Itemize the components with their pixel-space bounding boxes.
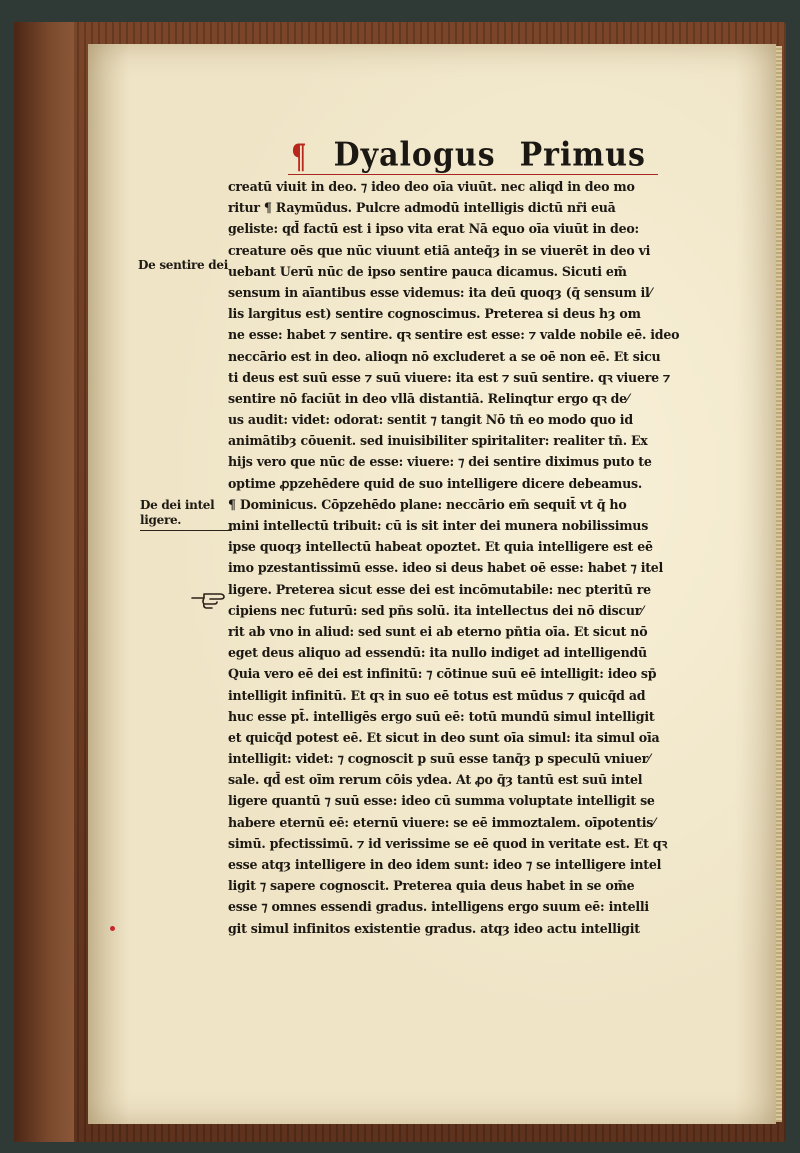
text-line: hijs vero que nūc de esse: viuere: ⁊ dei sentire diximus puto te xyxy=(228,454,652,470)
title-word-1: Dyalogus xyxy=(333,136,496,175)
text-line: us audit: videt: odorat: sentit ⁊ tangit Nō tn̄ eo modo quo id xyxy=(228,412,633,428)
page-title xyxy=(288,130,658,175)
margin-note-sentire xyxy=(138,258,228,273)
text-line: optime ꝓpzehēdere quid de suo intelligere dicere debeamus. xyxy=(228,475,642,491)
text-line: ipse quoqȝ intellectū habeat opoztet. Et quia intelligere est eē xyxy=(228,539,653,555)
page-edge xyxy=(776,46,782,1122)
text-line: git simul infinitos existentie gradus. atqȝ ideo actu intelligit xyxy=(228,920,640,936)
margin-note-rule xyxy=(140,530,232,531)
text-line: neccārio est in deo. alioqn nō excluderet a se oē non eē. Et sicu xyxy=(228,348,661,364)
text-line: ritur ¶ Raymūdus. Pulcre admodū intelligis dictū nr̄i euā xyxy=(228,200,616,216)
text-line: Quia vero eē dei est infinitū: ⁊ cōtinue suū eē intelligit: ideo sp̄ xyxy=(228,666,657,682)
book-spine xyxy=(14,22,74,1142)
text-line: lis largitus est) sentire cognoscimus. Preterea si deus hȝ om xyxy=(228,306,641,322)
text-line: sentire nō faciūt in deo vllā distantiā. Relinqtur ergo qꝛ de⁄ xyxy=(228,390,629,406)
text-line: et quicq̄d potest eē. Et sicut in deo sunt oīa simul: ita simul oīa xyxy=(228,729,660,745)
text-line: ¶ Dominicus. Cōpzehēdo plane: neccārio em̄ sequit̄ vt q̄ ho xyxy=(228,496,627,512)
text-line: ligit ⁊ sapere cognoscit. Preterea quia deus habet in se om̄e xyxy=(228,878,635,894)
text-line: mini intellectū tribuit: cū is sit inter dei munera nobilissimus xyxy=(228,518,649,533)
text-line: geliste: qd̄ factū est i ipso vita erat Nā eꝗuo oīa viuūt in deo: xyxy=(228,221,639,237)
text-line: animātibȝ cōuenit. sed inuisibiliter spiritaliter: realiter tn̄. Ex xyxy=(228,433,648,449)
text-line: imo pzestantissimū esse. ideo si deus habet oē esse: habet ⁊ itel xyxy=(228,560,664,576)
pilcrow-icon: ¶ xyxy=(291,137,307,177)
text-line: ligere quantū ⁊ suū esse: ideo cū summa voluptate intelligit se xyxy=(228,793,655,809)
text-line: rit ab vno in aliud: sed sunt ei ab eterno pn̄tia oīa. Et sicut nō xyxy=(228,623,648,639)
margin-note-line-1: De dei intel xyxy=(140,498,215,512)
text-line: creature oēs que nūc viuunt etiā anteq̄ȝ in se viuerēt in deo vi xyxy=(228,242,651,258)
text-line: intelligit: videt: ⁊ cognoscit p suū esse tanq̄ȝ p speculū vniuer⁄ xyxy=(228,751,650,767)
pointing-hand-icon xyxy=(190,588,226,610)
red-ink-dot xyxy=(110,926,115,931)
text-line: uebant Uerū nūc de ipso sentire pauca dicamus. Sicuti em̄ xyxy=(228,263,627,279)
text-line: huc esse pt̄. intelligēs ergo suū eē: totū mundū simul intelligit xyxy=(228,708,655,724)
text-line: simū. pfectissimū. ⁊ id verissime se eē quod in veritate est. Et qꝛ xyxy=(228,835,668,851)
text-line: sensum in aīantibus esse videmus: ita deū quoqȝ (q̄ sensum il⁄ xyxy=(228,284,652,300)
text-line: ti deus est suū esse ⁊ suū viuere: ita est ⁊ suū sentire. qꝛ viuere ⁊ xyxy=(228,369,670,385)
margin-note-intelligere xyxy=(140,498,232,531)
text-line: creatū viuit in deo. ⁊ ideo deo oīa viuūt. nec aliqd in deo mo xyxy=(228,179,635,194)
text-line: sale. qd̄ est oīm rerum cōis ydea. At ꝓo q̄ȝ tantū est suū intel xyxy=(228,772,643,788)
text-line: habere eternū eē: eternū viuere: se eē immoztalem. oīpotentis⁄ xyxy=(228,814,655,830)
text-line: ne esse: habet ⁊ sentire. qꝛ sentire est esse: ⁊ valde nobile eē. ideo xyxy=(228,327,680,343)
title-word-2: Primus xyxy=(519,136,646,175)
margin-note-line-2: ligere. xyxy=(140,513,182,527)
text-line: eget deus aliquo ad essendū: ita nullo indiget ad intelligendū xyxy=(228,645,647,661)
text-line: intelligit infinitū. Et qꝛ in suo eē totus est mūdus ⁊ quicq̄d ad xyxy=(228,687,646,703)
body-text-column xyxy=(228,176,714,939)
text-line: ligere. Preterea sicut esse dei est incōmutabile: nec pteritū re xyxy=(228,581,651,597)
text-line: esse ⁊ omnes essendi gradus. intelligens ergo suum eē: intelli xyxy=(228,899,649,915)
text-line: esse atqȝ intelligere in deo idem sunt: ideo ⁊ se intelligere intel xyxy=(228,857,662,872)
margin-note-text: De sentire dei xyxy=(138,258,228,272)
text-line: cipiens nec futurū: sed pn̄s solū. ita intellectus dei nō discur⁄ xyxy=(228,602,643,618)
